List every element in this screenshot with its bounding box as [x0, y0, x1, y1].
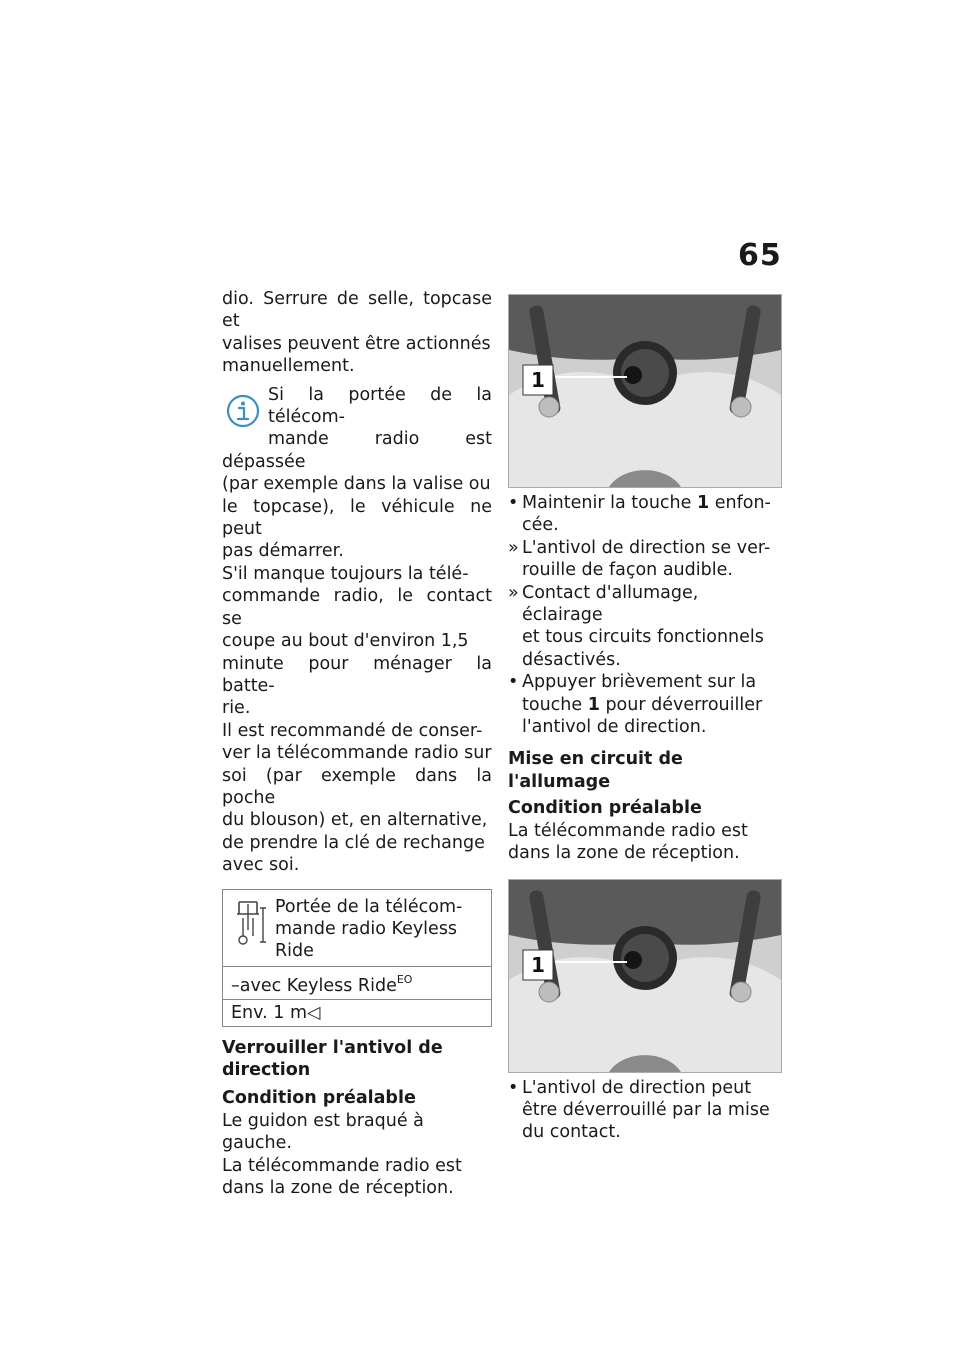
right-column	[508, 294, 780, 1144]
para-line: coupe au bout d'environ 1,5	[222, 631, 469, 652]
condition-heading: Condition préalable	[508, 798, 702, 819]
figure2-callout: 1	[531, 952, 545, 977]
para-line: rie.	[222, 698, 251, 719]
left-column	[222, 288, 492, 1199]
condition-line: dans la zone de réception.	[508, 843, 740, 864]
spec-title-row	[223, 890, 491, 966]
note-line: Si la portée de la télécom-	[268, 384, 492, 428]
result-mark: »	[508, 537, 519, 558]
intro-line: dio. Serrure de selle, topcase et	[222, 289, 492, 332]
section-title-ignition: Mise en circuit de l'allumage	[508, 749, 683, 792]
final-step-item	[508, 1077, 780, 1144]
recommendation-paragraph	[222, 720, 492, 877]
spec-variant: –avec Keyless Ride	[231, 975, 397, 996]
result-text: Contact d'allumage, éclairage	[522, 582, 699, 626]
battery-paragraph	[222, 563, 492, 720]
note-line: le topcase), le véhicule ne peut	[222, 496, 492, 540]
figure1-callout: 1	[531, 368, 545, 392]
bullet-mark: •	[508, 493, 519, 513]
section-title-steering-lock	[222, 1037, 492, 1082]
spec-variant-row	[223, 966, 491, 999]
info-icon	[222, 390, 264, 432]
result-mark: »	[508, 582, 519, 603]
para-line: minute pour ménager la batte-	[222, 653, 492, 696]
keyless-button-figure-2	[508, 879, 782, 1073]
step-text: l'antivol de direction.	[522, 717, 707, 738]
key-ref: 1	[696, 493, 710, 513]
para-line: Il est recommandé de conser-	[222, 720, 483, 741]
spec-title-line: Ride	[275, 940, 314, 961]
result-item	[508, 582, 780, 672]
step-text: Maintenir la touche	[522, 493, 697, 513]
final-text: du contact.	[522, 1122, 621, 1143]
para-line: ver la télécommande radio sur	[222, 743, 492, 764]
final-text: être déverrouillé par la mise	[522, 1099, 770, 1120]
intro-line: valises peuvent être actionnés	[222, 333, 491, 354]
key-ref: 1	[587, 694, 600, 715]
condition-line: La télécommande radio est	[508, 820, 748, 841]
para-line: commande radio, le contact se	[222, 586, 492, 629]
step-item	[508, 671, 780, 738]
intro-line: manuellement.	[222, 356, 355, 377]
step-text: touche	[522, 694, 588, 715]
bullet-mark: •	[508, 672, 519, 693]
note-line: (par exemple dans la valise ou	[222, 474, 491, 495]
condition-heading: Condition préalable	[222, 1088, 416, 1109]
para-line: avec soi.	[222, 855, 300, 876]
note-line: mande radio est dépassée	[222, 429, 492, 472]
spec-value-row: Env. 1 m◁	[223, 999, 491, 1026]
para-line: de prendre la clé de rechange	[222, 832, 485, 853]
final-text: L'antivol de direction peut	[522, 1077, 752, 1098]
note-line: pas démarrer.	[222, 541, 344, 562]
condition-text	[508, 820, 780, 865]
para-line: soi (par exemple dans la poche	[222, 765, 492, 808]
spec-variant-sup: EO	[396, 972, 413, 986]
spec-table	[222, 889, 492, 1027]
condition-line: La télécommande radio est	[222, 1155, 462, 1176]
spec-title-line: mande radio Keyless	[275, 918, 458, 939]
keyless-button-figure	[508, 294, 782, 488]
result-text: et tous circuits fonctionnels	[522, 627, 764, 648]
condition-line: Le guidon est braqué à gauche.	[222, 1110, 424, 1154]
result-item	[508, 537, 780, 582]
page-number: 65	[738, 238, 782, 273]
step-item	[508, 492, 780, 537]
result-text: rouille de façon audible.	[522, 560, 733, 581]
step-text: pour déverrouiller	[599, 694, 763, 715]
step-text: cée.	[522, 515, 559, 536]
para-line: du blouson) et, en alternative,	[222, 810, 488, 831]
bullet-mark: •	[508, 1077, 519, 1098]
intro-paragraph	[222, 288, 492, 378]
condition-line: dans la zone de réception.	[222, 1178, 454, 1198]
section-title-line: Verrouiller l'antivol de	[222, 1037, 443, 1058]
result-text: L'antivol de direction se ver-	[522, 537, 771, 558]
step-text: Appuyer brièvement sur la	[522, 672, 757, 693]
section-title-line: direction	[222, 1059, 311, 1080]
steering-lock-steps	[508, 492, 780, 738]
info-note	[222, 384, 492, 563]
para-line: S'il manque toujours la télé-	[222, 563, 469, 584]
condition-text	[222, 1110, 492, 1200]
step-text: enfon-	[709, 493, 771, 513]
range-measure-icon	[231, 900, 269, 946]
spec-title-line: Portée de la télécom-	[275, 896, 463, 917]
result-text: désactivés.	[522, 649, 621, 670]
